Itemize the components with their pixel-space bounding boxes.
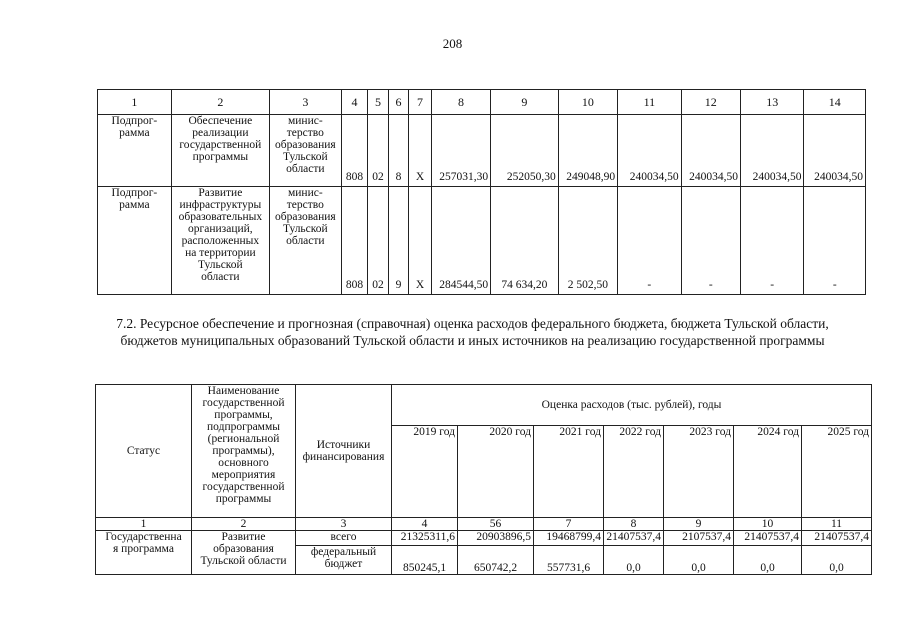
value-cell: 74 634,20	[491, 187, 559, 295]
year-header: 2023 год	[664, 426, 734, 518]
value-cell: 240034,50	[681, 115, 740, 187]
col-number: 7	[534, 518, 604, 531]
year-header: 2024 год	[734, 426, 802, 518]
col-number: 4	[392, 518, 458, 531]
col-number: 1	[98, 90, 172, 115]
section-title: 7.2. Ресурсное обеспечение и прогнозная (справочная) оценка расходов федерального бюджета, бюджета Тульской области, бюджетов муниципальных образований Тульской области и иных источников на реализацию государственной программы	[116, 316, 829, 348]
responsible-cell: минис- терство образования Тульской области	[270, 187, 342, 295]
value-cell: 21407537,4	[604, 531, 664, 546]
code-cell: 808	[341, 187, 368, 295]
code-cell: 02	[368, 115, 388, 187]
value-cell: 650742,2	[458, 546, 534, 575]
page-number: 208	[442, 36, 463, 51]
year-header: 2022 год	[604, 426, 664, 518]
code-cell: Х	[409, 187, 432, 295]
value-cell: 249048,90	[558, 115, 617, 187]
status-header: Статус	[96, 385, 192, 518]
source-cell: всего	[296, 531, 392, 546]
value-cell: 21325311,6	[392, 531, 458, 546]
col-number: 11	[802, 518, 872, 531]
source-cell: федеральный бюджет	[296, 546, 392, 575]
value-cell: 0,0	[664, 546, 734, 575]
value-cell: -	[804, 187, 866, 295]
value-cell: 240034,50	[804, 115, 866, 187]
col-number: 5	[368, 90, 388, 115]
col-number: 6	[388, 90, 408, 115]
value-cell: 240034,50	[740, 115, 803, 187]
col-number: 4	[341, 90, 368, 115]
value-cell: 21407537,4	[734, 531, 802, 546]
value-cell: 2 502,50	[558, 187, 617, 295]
code-cell: 808	[341, 115, 368, 187]
resources-table-continued	[97, 89, 866, 295]
year-header: 2025 год	[802, 426, 872, 518]
column-number-row	[96, 518, 872, 531]
value-cell: 2107537,4	[664, 531, 734, 546]
value-cell: 257031,30	[431, 115, 490, 187]
value-cell: -	[618, 187, 681, 295]
value-cell: 284544,50	[431, 187, 490, 295]
value-cell: 557731,6	[534, 546, 604, 575]
status-cell: Подпрог- рамма	[98, 115, 172, 187]
value-cell: 0,0	[604, 546, 664, 575]
name-cell: Обеспечение реализации государственной программы	[171, 115, 269, 187]
col-number: 56	[458, 518, 534, 531]
col-number: 10	[734, 518, 802, 531]
sources-header: Источники финансирования	[296, 385, 392, 518]
table-row	[98, 187, 866, 295]
col-number: 7	[409, 90, 432, 115]
status-cell: Государственна я программа	[96, 531, 192, 575]
value-cell: 0,0	[802, 546, 872, 575]
value-cell: -	[681, 187, 740, 295]
year-header: 2021 год	[534, 426, 604, 518]
value-cell: 21407537,4	[802, 531, 872, 546]
year-header: 2019 год	[392, 426, 458, 518]
value-cell: -	[740, 187, 803, 295]
table-row	[98, 115, 866, 187]
value-cell: 252050,30	[491, 115, 559, 187]
year-header: 2020 год	[458, 426, 534, 518]
name-header: Наименование государственной программы, подпрограммы (региональной программы), основного мероприятия государственной программы	[192, 385, 296, 518]
code-cell: 8	[388, 115, 408, 187]
value-cell: 0,0	[734, 546, 802, 575]
col-number: 2	[171, 90, 269, 115]
responsible-cell: минис- терство образования Тульской области	[270, 115, 342, 187]
value-cell: 20903896,5	[458, 531, 534, 546]
value-cell: 240034,50	[618, 115, 681, 187]
value-cell: 850245,1	[392, 546, 458, 575]
name-cell: Развитие инфраструктуры образовательных организаций, расположенных на территории Тульской области	[171, 187, 269, 295]
col-number: 2	[192, 518, 296, 531]
col-number: 9	[664, 518, 734, 531]
column-number-row	[98, 90, 866, 115]
col-number: 10	[558, 90, 617, 115]
header-row	[96, 385, 872, 426]
code-cell: Х	[409, 115, 432, 187]
col-number: 3	[296, 518, 392, 531]
status-cell: Подпрог- рамма	[98, 187, 172, 295]
col-number: 1	[96, 518, 192, 531]
col-number: 3	[270, 90, 342, 115]
col-number: 13	[740, 90, 803, 115]
col-number: 14	[804, 90, 866, 115]
col-number: 11	[618, 90, 681, 115]
col-number: 9	[491, 90, 559, 115]
code-cell: 9	[388, 187, 408, 295]
table-row	[96, 531, 872, 546]
col-number: 8	[431, 90, 490, 115]
name-cell: Развитие образования Тульской области	[192, 531, 296, 575]
estimate-header: Оценка расходов (тыс. рублей), годы	[392, 385, 872, 426]
value-cell: 19468799,4	[534, 531, 604, 546]
code-cell: 02	[368, 187, 388, 295]
col-number: 8	[604, 518, 664, 531]
col-number: 12	[681, 90, 740, 115]
budget-estimate-table	[95, 384, 872, 575]
